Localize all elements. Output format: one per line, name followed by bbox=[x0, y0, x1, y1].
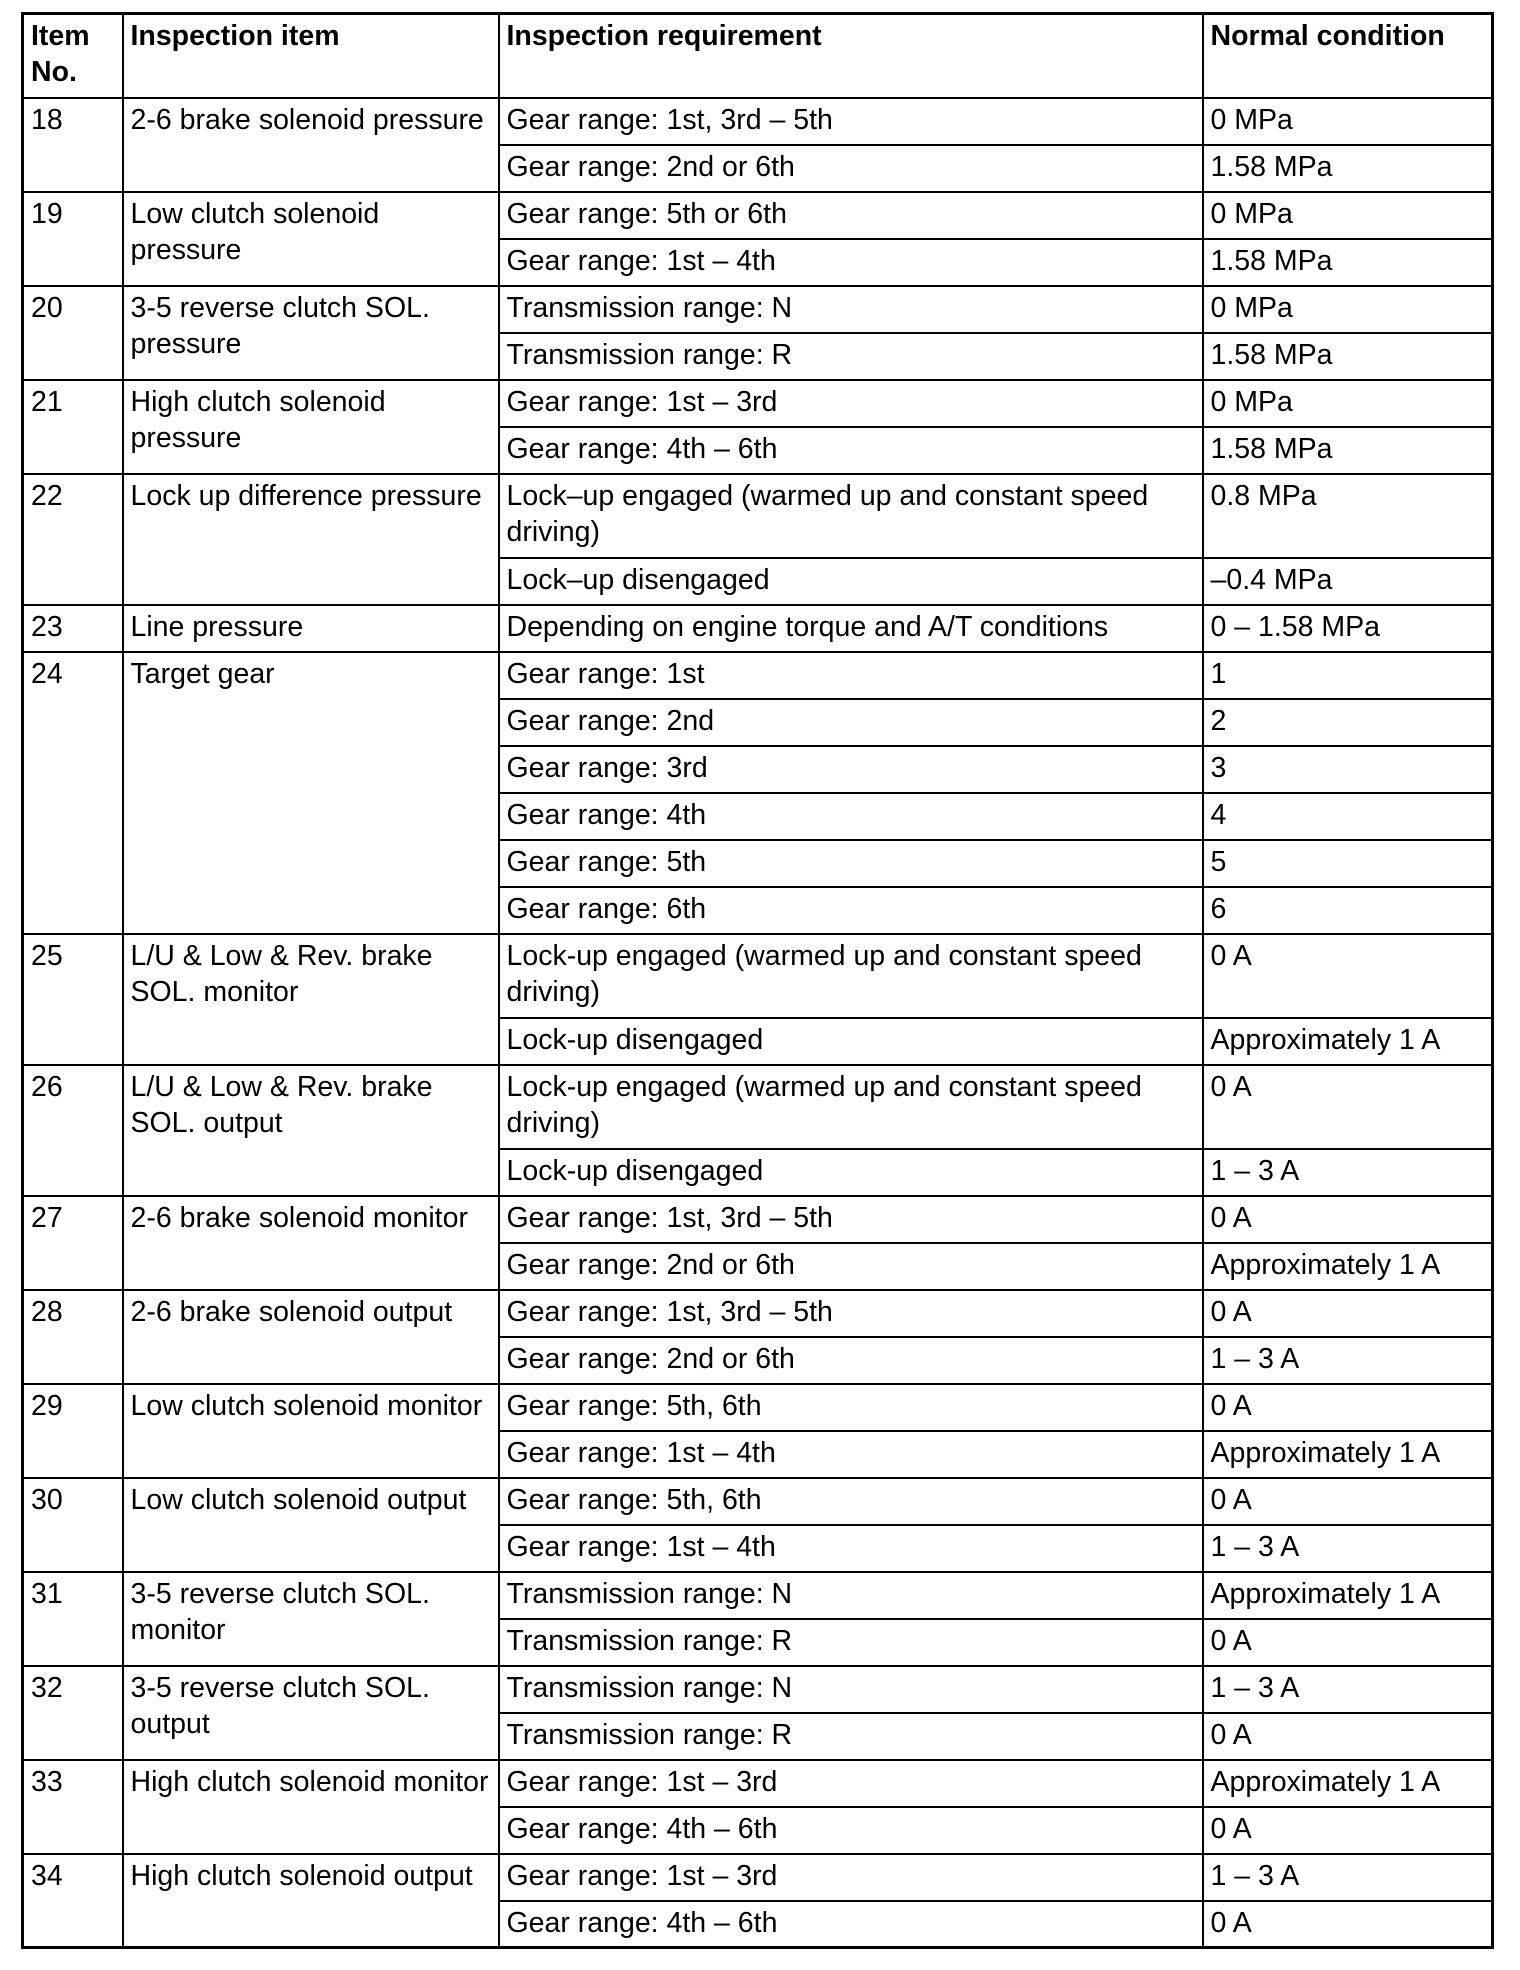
header-inspection-item: Inspection item bbox=[123, 14, 499, 98]
inspection-item-cell: Low clutch solenoid monitor bbox=[123, 1384, 499, 1478]
normal-condition-cell: 3 bbox=[1203, 746, 1493, 793]
normal-condition-cell: Approximately 1 A bbox=[1203, 1018, 1493, 1065]
normal-condition-cell: 0 A bbox=[1203, 1713, 1493, 1760]
table-row bbox=[23, 1196, 1493, 1243]
inspection-requirement-cell: Gear range: 1st, 3rd – 5th bbox=[499, 1290, 1203, 1337]
normal-condition-cell: 1 bbox=[1203, 652, 1493, 699]
inspection-item-cell: High clutch solenoid output bbox=[123, 1854, 499, 1948]
item-number-cell: 26 bbox=[23, 1065, 123, 1196]
inspection-requirement-cell: Gear range: 1st, 3rd – 5th bbox=[499, 1196, 1203, 1243]
inspection-item-cell: 2-6 brake solenoid pressure bbox=[123, 98, 499, 192]
table-row bbox=[23, 286, 1493, 333]
inspection-requirement-cell: Gear range: 1st – 4th bbox=[499, 1525, 1203, 1572]
item-number-cell: 33 bbox=[23, 1760, 123, 1854]
inspection-requirement-cell: Gear range: 6th bbox=[499, 887, 1203, 934]
normal-condition-cell: 0 A bbox=[1203, 1619, 1493, 1666]
inspection-item-cell: High clutch solenoid pressure bbox=[123, 380, 499, 474]
table-row bbox=[23, 1572, 1493, 1619]
table-row bbox=[23, 652, 1493, 699]
inspection-requirement-cell: Gear range: 3rd bbox=[499, 746, 1203, 793]
normal-condition-cell: 0 A bbox=[1203, 934, 1493, 1018]
table-row bbox=[23, 1478, 1493, 1525]
table-row bbox=[23, 605, 1493, 652]
table-row bbox=[23, 1760, 1493, 1807]
inspection-item-cell: 3-5 reverse clutch SOL. pressure bbox=[123, 286, 499, 380]
table-row bbox=[23, 474, 1493, 558]
inspection-requirement-cell: Gear range: 1st – 3rd bbox=[499, 380, 1203, 427]
inspection-requirement-cell: Gear range: 2nd bbox=[499, 699, 1203, 746]
inspection-requirement-cell: Gear range: 4th – 6th bbox=[499, 1807, 1203, 1854]
inspection-requirement-cell: Gear range: 1st bbox=[499, 652, 1203, 699]
inspection-requirement-cell: Gear range: 1st – 3rd bbox=[499, 1760, 1203, 1807]
inspection-item-cell: Target gear bbox=[123, 652, 499, 934]
inspection-item-cell: L/U & Low & Rev. brake SOL. output bbox=[123, 1065, 499, 1196]
normal-condition-cell: 1 – 3 A bbox=[1203, 1666, 1493, 1713]
inspection-item-cell: High clutch solenoid monitor bbox=[123, 1760, 499, 1854]
inspection-requirement-cell: Gear range: 4th – 6th bbox=[499, 1901, 1203, 1948]
inspection-requirement-cell: Gear range: 5th, 6th bbox=[499, 1478, 1203, 1525]
inspection-requirement-cell: Gear range: 4th bbox=[499, 793, 1203, 840]
normal-condition-cell: 0 A bbox=[1203, 1901, 1493, 1948]
inspection-requirement-cell: Transmission range: N bbox=[499, 286, 1203, 333]
header-row bbox=[23, 14, 1493, 98]
item-number-cell: 34 bbox=[23, 1854, 123, 1948]
inspection-item-cell: 3-5 reverse clutch SOL. output bbox=[123, 1666, 499, 1760]
inspection-requirement-cell: Transmission range: N bbox=[499, 1666, 1203, 1713]
normal-condition-cell: 0 – 1.58 MPa bbox=[1203, 605, 1493, 652]
normal-condition-cell: Approximately 1 A bbox=[1203, 1431, 1493, 1478]
inspection-item-cell: Low clutch solenoid pressure bbox=[123, 192, 499, 286]
normal-condition-cell: 1.58 MPa bbox=[1203, 145, 1493, 192]
normal-condition-cell: 0 A bbox=[1203, 1478, 1493, 1525]
normal-condition-cell: 0 MPa bbox=[1203, 380, 1493, 427]
inspection-item-cell: Low clutch solenoid output bbox=[123, 1478, 499, 1572]
item-number-cell: 32 bbox=[23, 1666, 123, 1760]
inspection-requirement-cell: Lock-up engaged (warmed up and constant speed driving) bbox=[499, 1065, 1203, 1149]
normal-condition-cell: –0.4 MPa bbox=[1203, 558, 1493, 605]
normal-condition-cell: Approximately 1 A bbox=[1203, 1572, 1493, 1619]
header-normal-condition: Normal condition bbox=[1203, 14, 1493, 98]
normal-condition-cell: 1.58 MPa bbox=[1203, 239, 1493, 286]
normal-condition-cell: 6 bbox=[1203, 887, 1493, 934]
header-inspection-requirement: Inspection requirement bbox=[499, 14, 1203, 98]
inspection-requirement-cell: Lock-up engaged (warmed up and constant speed driving) bbox=[499, 934, 1203, 1018]
inspection-requirement-cell: Lock–up engaged (warmed up and constant speed driving) bbox=[499, 474, 1203, 558]
item-number-cell: 19 bbox=[23, 192, 123, 286]
item-number-cell: 28 bbox=[23, 1290, 123, 1384]
normal-condition-cell: Approximately 1 A bbox=[1203, 1243, 1493, 1290]
inspection-requirement-cell: Lock–up disengaged bbox=[499, 558, 1203, 605]
inspection-requirement-cell: Transmission range: N bbox=[499, 1572, 1203, 1619]
inspection-item-cell: 3-5 reverse clutch SOL. monitor bbox=[123, 1572, 499, 1666]
inspection-requirement-cell: Depending on engine torque and A/T conditions bbox=[499, 605, 1203, 652]
inspection-requirement-cell: Gear range: 5th, 6th bbox=[499, 1384, 1203, 1431]
inspection-item-cell: L/U & Low & Rev. brake SOL. monitor bbox=[123, 934, 499, 1065]
normal-condition-cell: 4 bbox=[1203, 793, 1493, 840]
inspection-requirement-cell: Gear range: 1st, 3rd – 5th bbox=[499, 98, 1203, 145]
table-row bbox=[23, 1384, 1493, 1431]
normal-condition-cell: 0 MPa bbox=[1203, 192, 1493, 239]
normal-condition-cell: 5 bbox=[1203, 840, 1493, 887]
inspection-requirement-cell: Transmission range: R bbox=[499, 333, 1203, 380]
header-item-no: Item No. bbox=[23, 14, 123, 98]
inspection-requirement-cell: Gear range: 5th bbox=[499, 840, 1203, 887]
table-header bbox=[23, 14, 1493, 98]
inspection-requirement-cell: Gear range: 2nd or 6th bbox=[499, 145, 1203, 192]
normal-condition-cell: 1 – 3 A bbox=[1203, 1149, 1493, 1196]
normal-condition-cell: 0 MPa bbox=[1203, 286, 1493, 333]
inspection-requirement-cell: Gear range: 1st – 3rd bbox=[499, 1854, 1203, 1901]
item-number-cell: 20 bbox=[23, 286, 123, 380]
item-number-cell: 25 bbox=[23, 934, 123, 1065]
table-row bbox=[23, 1666, 1493, 1713]
inspection-requirement-cell: Lock-up disengaged bbox=[499, 1149, 1203, 1196]
item-number-cell: 31 bbox=[23, 1572, 123, 1666]
normal-condition-cell: 0.8 MPa bbox=[1203, 474, 1493, 558]
inspection-requirement-cell: Gear range: 5th or 6th bbox=[499, 192, 1203, 239]
table-row bbox=[23, 1065, 1493, 1149]
normal-condition-cell: 1 – 3 A bbox=[1203, 1525, 1493, 1572]
table-row bbox=[23, 192, 1493, 239]
item-number-cell: 27 bbox=[23, 1196, 123, 1290]
normal-condition-cell: 2 bbox=[1203, 699, 1493, 746]
normal-condition-cell: 0 A bbox=[1203, 1384, 1493, 1431]
normal-condition-cell: 0 A bbox=[1203, 1196, 1493, 1243]
normal-condition-cell: Approximately 1 A bbox=[1203, 1760, 1493, 1807]
normal-condition-cell: 0 A bbox=[1203, 1807, 1493, 1854]
item-number-cell: 22 bbox=[23, 474, 123, 605]
table-row bbox=[23, 1290, 1493, 1337]
item-number-cell: 23 bbox=[23, 605, 123, 652]
inspection-item-cell: 2-6 brake solenoid output bbox=[123, 1290, 499, 1384]
item-number-cell: 21 bbox=[23, 380, 123, 474]
inspection-requirement-cell: Gear range: 2nd or 6th bbox=[499, 1243, 1203, 1290]
inspection-table bbox=[21, 12, 1494, 1949]
inspection-requirement-cell: Transmission range: R bbox=[499, 1713, 1203, 1760]
item-number-cell: 24 bbox=[23, 652, 123, 934]
table-row bbox=[23, 934, 1493, 1018]
normal-condition-cell: 0 A bbox=[1203, 1290, 1493, 1337]
normal-condition-cell: 1.58 MPa bbox=[1203, 333, 1493, 380]
normal-condition-cell: 1 – 3 A bbox=[1203, 1854, 1493, 1901]
table-body bbox=[23, 98, 1493, 1948]
inspection-item-cell: 2-6 brake solenoid monitor bbox=[123, 1196, 499, 1290]
item-number-cell: 18 bbox=[23, 98, 123, 192]
normal-condition-cell: 0 A bbox=[1203, 1065, 1493, 1149]
inspection-requirement-cell: Gear range: 1st – 4th bbox=[499, 239, 1203, 286]
normal-condition-cell: 0 MPa bbox=[1203, 98, 1493, 145]
inspection-requirement-cell: Gear range: 4th – 6th bbox=[499, 427, 1203, 474]
table-row bbox=[23, 1854, 1493, 1901]
normal-condition-cell: 1 – 3 A bbox=[1203, 1337, 1493, 1384]
inspection-requirement-cell: Gear range: 2nd or 6th bbox=[499, 1337, 1203, 1384]
inspection-item-cell: Lock up difference pressure bbox=[123, 474, 499, 605]
item-number-cell: 29 bbox=[23, 1384, 123, 1478]
inspection-requirement-cell: Transmission range: R bbox=[499, 1619, 1203, 1666]
table-row bbox=[23, 98, 1493, 145]
table-row bbox=[23, 380, 1493, 427]
inspection-item-cell: Line pressure bbox=[123, 605, 499, 652]
item-number-cell: 30 bbox=[23, 1478, 123, 1572]
inspection-requirement-cell: Lock-up disengaged bbox=[499, 1018, 1203, 1065]
normal-condition-cell: 1.58 MPa bbox=[1203, 427, 1493, 474]
inspection-requirement-cell: Gear range: 1st – 4th bbox=[499, 1431, 1203, 1478]
